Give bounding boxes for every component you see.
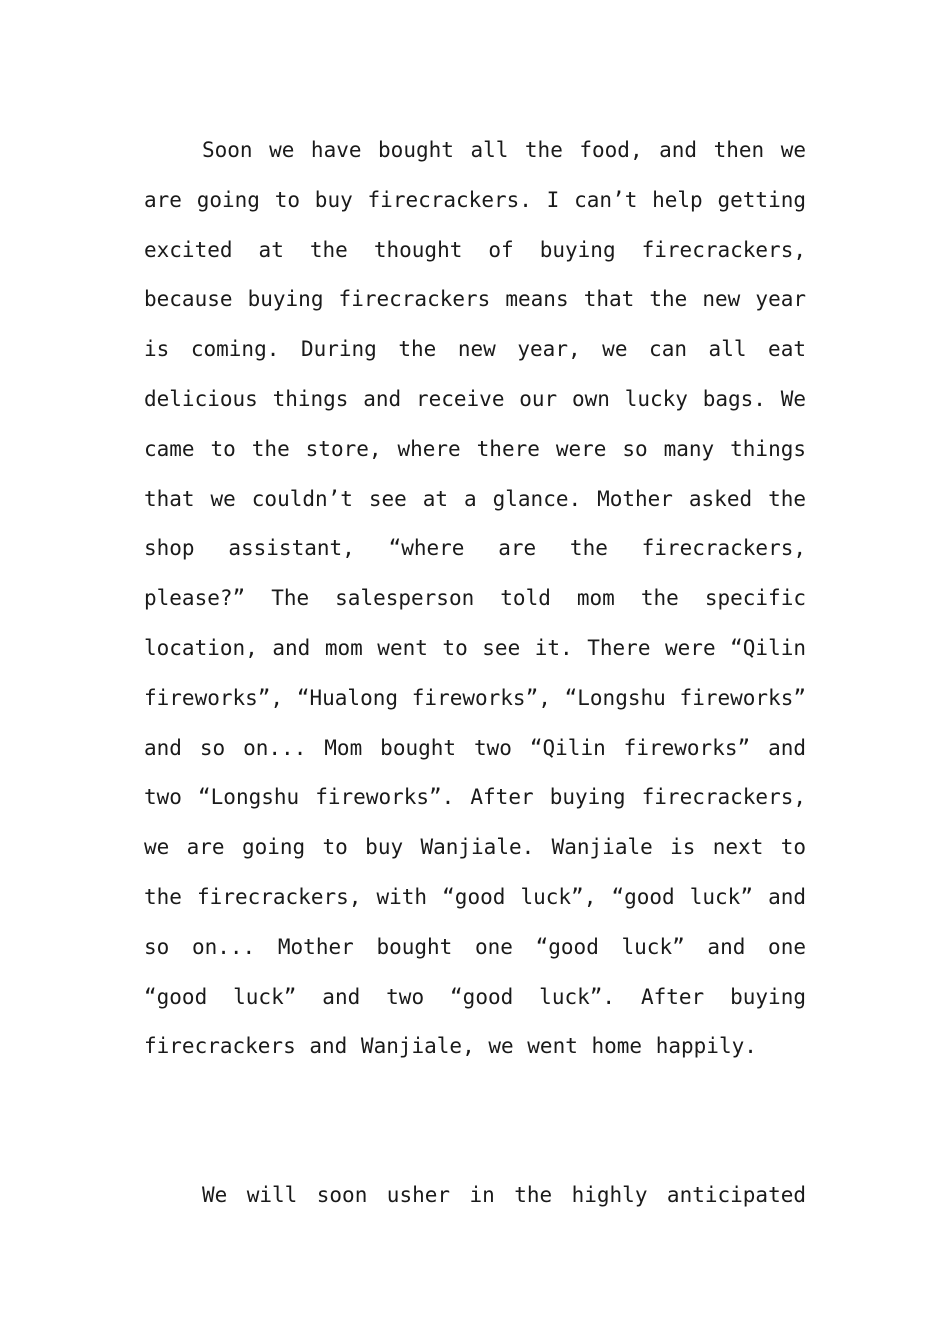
paragraph-2	[144, 1171, 806, 1221]
paragraph-1	[144, 126, 806, 1072]
paragraph-2-text: We will soon usher in the highly anticipated	[202, 1183, 806, 1207]
paragraph-1-text: Soon we have bought all the food, and then we are going to buy firecrackers. I can’t help getting excited at the thought of buying firecrackers, because buying firecrackers means that the new year is coming. During the new year, we can all eat delicious things and receive our own lucky bags. We came to the store, where there were so many things that we couldn’t see at a glance. Mother asked the shop assistant, “where are the firecrackers, please?” The salesperson told mom the specific location, and mom went to see it. There were “Qilin fireworks”, “Hualong fireworks”, “Longshu fireworks” and so on... Mom bought two “Qilin fireworks” and two “Longshu fireworks”. After buying firecrackers, we are going to buy Wanjiale. Wanjiale is next to the firecrackers, with “good luck”, “good luck” and so on... Mother bought one “good luck” and one “good luck” and two “good luck”. After buying firecrackers and Wanjiale, we went home happily.	[144, 138, 806, 1059]
